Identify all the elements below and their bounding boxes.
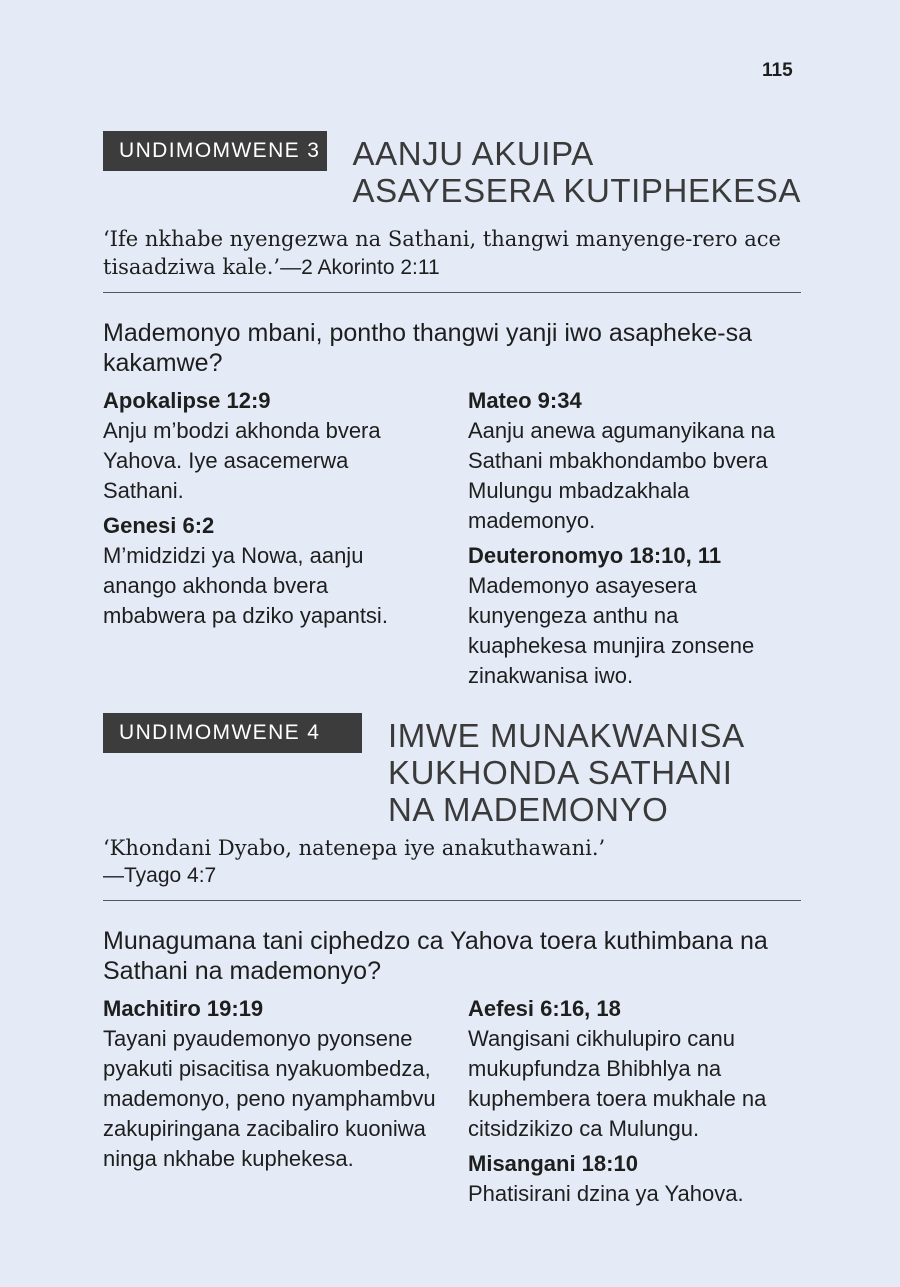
verse-summary: Phatisirani dzina ya Yahova. (468, 1181, 744, 1206)
study-question: Mademonyo mbani, pontho thangwi yanji iwo asapheke-sa kakamwe? (103, 319, 752, 377)
scripture-quote (103, 225, 801, 282)
title-line: AANJU AKUIPA (352, 135, 594, 172)
section-title (353, 135, 801, 209)
verse-summary: Wangisani cikhulupiro canu mukupfundza Bhibhlya na kuphembera toera mukhale na citsidzikizo ca Mulungu. (468, 1026, 767, 1141)
study-question: Munagumana tani ciphedzo ca Yahova toera kuthimbana na Sathani na mademonyo? (103, 927, 768, 985)
quote-text: ‘Khondani Dyabo, natenepa iye anakuthawani.’ (103, 836, 606, 860)
title-line: NA MADEMONYO (388, 791, 669, 828)
verse-reference: Apokalipse 12:9 (103, 388, 271, 413)
section-title (388, 717, 745, 828)
verse-reference: Machitiro 19:19 (103, 996, 264, 1021)
section-undimomwene-4 (103, 713, 801, 1209)
verse-column-right (468, 386, 801, 691)
section-badge: UNDIMOMWENE 3 (103, 131, 327, 171)
verse-columns (103, 386, 801, 691)
verse-summary: Anju m’bodzi akhonda bvera Yahova. Iye asacemerwa Sathani. (103, 418, 381, 503)
divider (103, 900, 801, 901)
verse-reference: Mateo 9:34 (468, 388, 582, 413)
section-badge: UNDIMOMWENE 4 (103, 713, 362, 753)
verse-entry (468, 386, 801, 536)
verse-reference: Genesi 6:2 (103, 513, 215, 538)
verse-summary: Mademonyo asayesera kunyengeza anthu na kuaphekesa munjira zonsene zinakwanisa iwo. (468, 573, 755, 688)
verse-reference: Misangani 18:10 (468, 1151, 638, 1176)
verse-entry (103, 994, 468, 1174)
section-header (103, 131, 801, 209)
verse-column-right (468, 994, 801, 1209)
section-undimomwene-3 (103, 131, 801, 691)
section-header (103, 713, 801, 828)
verse-entry (103, 511, 468, 631)
verse-reference: Aefesi 6:16, 18 (468, 996, 621, 1021)
verse-entry (103, 386, 468, 506)
title-line: KUKHONDA SATHANI (388, 754, 733, 791)
title-line: ASAYESERA KUTIPHEKESA (352, 172, 801, 209)
verse-reference: Deuteronomyo 18:10, 11 (468, 543, 722, 568)
divider (103, 292, 801, 293)
verse-column-left (103, 386, 468, 691)
title-line: IMWE MUNAKWANISA (388, 717, 745, 754)
verse-entry (468, 541, 801, 691)
scripture-quote (103, 834, 801, 890)
verse-entry (468, 994, 801, 1144)
quote-text: ‘Ife nkhabe nyengezwa na Sathani, thangwi manyenge-rero ace tisaadziwa kale.’ (103, 227, 781, 279)
verse-entry (468, 1149, 801, 1209)
page-number: 115 (762, 60, 793, 81)
verse-summary: M’midzidzi ya Nowa, aanju anango akhonda bvera mbabwera pa dziko yapantsi. (103, 543, 388, 628)
verse-summary: Aanju anewa agumanyikana na Sathani mbakhondambo bvera Mulungu mbadzakhala mademonyo. (468, 418, 776, 533)
verse-column-left (103, 994, 468, 1209)
verse-summary: Tayani pyaudemonyo pyonsene pyakuti pisacitisa nyakuombedza, mademonyo, peno nyamphambvu zakupiringana zacibaliro kuoniwa ninga nkhabe kuphekesa. (103, 1026, 436, 1171)
quote-reference: —Tyago 4:7 (103, 864, 217, 887)
verse-columns (103, 994, 801, 1209)
quote-reference: —2 Akorinto 2:11 (280, 256, 440, 279)
